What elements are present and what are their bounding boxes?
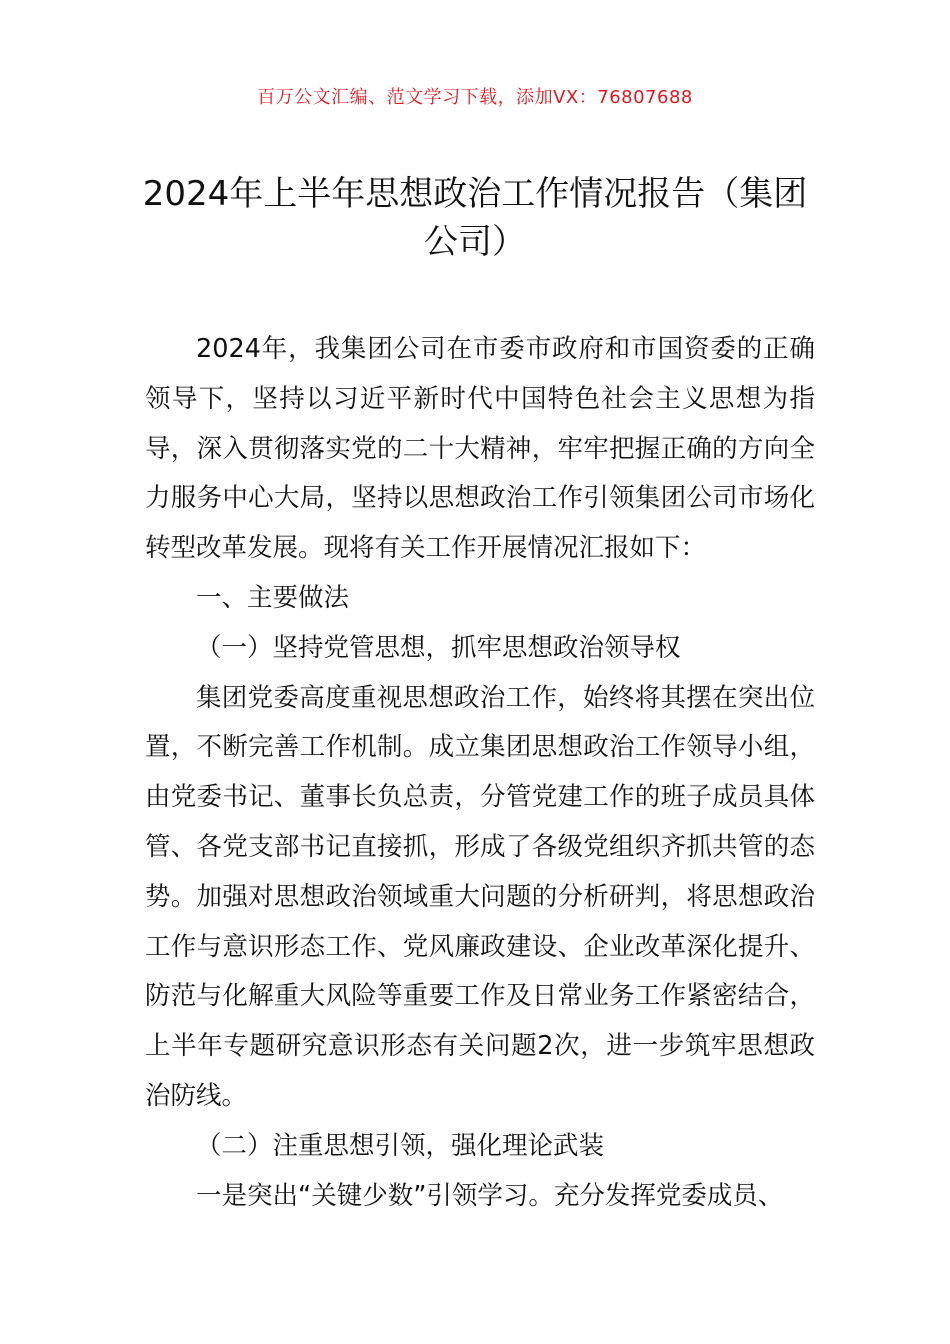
intro-paragraph: 2024年，我集团公司在市委市政府和市国资委的正确领导下，坚持以习近平新时代中国特色社会主义思想为指导，深入贯彻落实党的二十大精神，牢牢把握正确的方向全力服务中心大局，坚持以思想政治工作引领集团公司市场化转型改革发展。现将有关工作开展情况汇报如下：: [145, 334, 815, 564]
section-heading-main-practices: 一、主要做法: [196, 582, 350, 613]
subsection-heading-1: （一）坚持党管思想，抓牢思想政治领导权: [196, 632, 681, 663]
document-title: 2024年上半年思想政治工作情况报告（集团公司）: [142, 174, 808, 262]
subsection-heading-2: （二）注重思想引领，强化理论武装: [196, 1130, 605, 1161]
watermark-banner: 百万公文汇编、范文学习下载，添加VX：76807688: [257, 87, 693, 108]
subsection-2-paragraph: 一是突出“关键少数”引领学习。充分发挥党委成员、: [196, 1180, 784, 1211]
document-body: [145, 325, 815, 1221]
subsection-1-paragraph: 集团党委高度重视思想政治工作，始终将其摆在突出位置，不断完善工作机制。成立集团思想政治工作领导小组，由党委书记、董事长负总责，分管党建工作的班子成员具体管、各党支部书记直接抓，形成了各级党组织齐抓共管的态势。加强对思想政治领域重大问题的分析研判，将思想政治工作与意识形态工作、党风廉政建设、企业改革深化提升、防范与化解重大风险等重要工作及日常业务工作紧密结合，上半年专题研究意识形态有关问题2次，进一步筑牢思想政治防线。: [145, 682, 815, 1111]
